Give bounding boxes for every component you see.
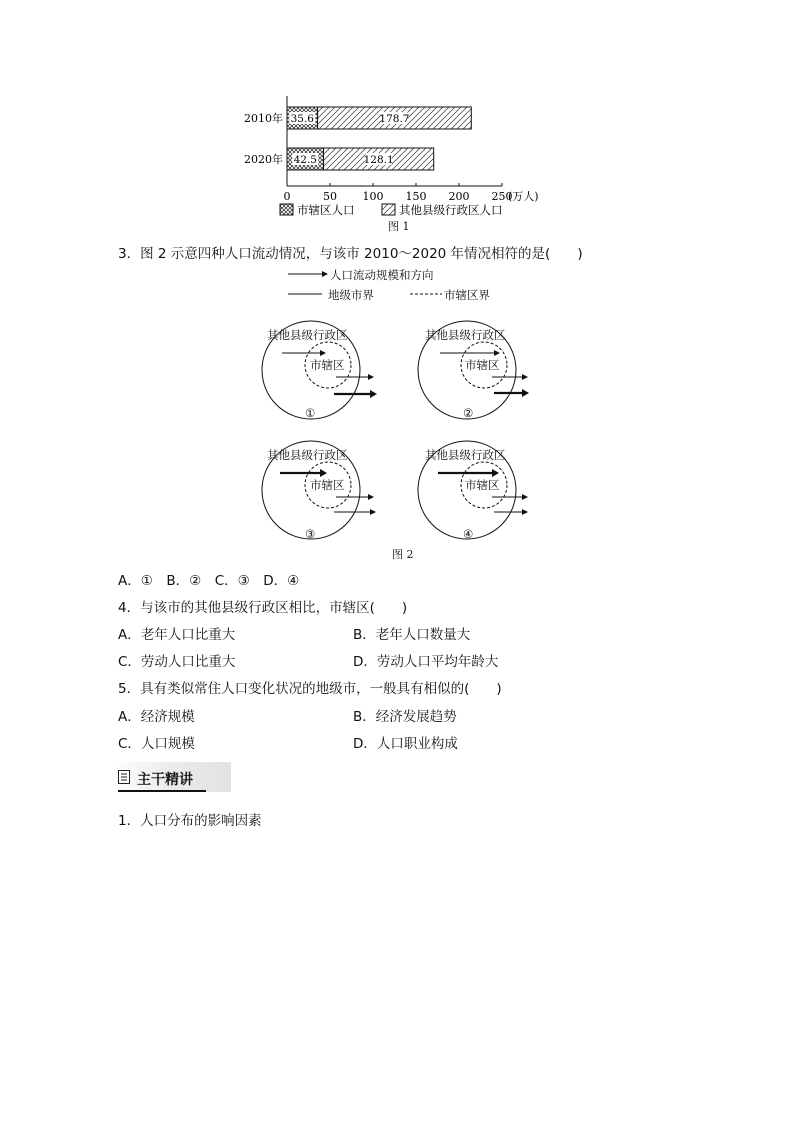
- x-axis-unit: (万人): [508, 190, 539, 203]
- legend-swatch: [280, 204, 293, 215]
- q4-option-d: D．劳动人口平均年龄大: [353, 654, 499, 670]
- legend-arrow-head: [322, 271, 328, 277]
- q4-stem: 4．与该市的其他县级行政区相比，市辖区( ): [118, 600, 408, 616]
- legend-swatch: [382, 204, 395, 215]
- x-tick-label: 250: [491, 190, 513, 203]
- panel-4-outer-label: 其他县级行政区: [425, 448, 506, 462]
- x-tick-label: 50: [323, 190, 337, 203]
- legend-label: 其他县级行政区人口: [399, 203, 503, 217]
- panel-3-inner-label: 市辖区: [310, 478, 345, 492]
- data-label: 42.5: [293, 154, 317, 166]
- panel-2-outer-label: 其他县级行政区: [425, 328, 506, 342]
- q3-options: A．① B．② C．③ D．④: [118, 573, 300, 589]
- q5-option-c: C．人口规模: [118, 736, 195, 752]
- q4-option-a: A．老年人口比重大: [118, 627, 236, 643]
- legend-dashed-label: 市辖区界: [444, 288, 490, 302]
- q4-option-c: C．劳动人口比重大: [118, 654, 236, 670]
- section-item-1: 1．人口分布的影响因素: [118, 813, 262, 829]
- x-tick-label: 150: [405, 190, 427, 203]
- q5-option-b: B．经济发展趋势: [353, 709, 457, 725]
- document-icon: [118, 770, 131, 785]
- data-label: 128.1: [363, 154, 394, 166]
- figure2-caption: 图 2: [392, 548, 414, 561]
- panel-4-inner-label: 市辖区: [465, 478, 500, 492]
- panel-1-number: ①: [305, 406, 316, 420]
- panel-1-inner-label: 市辖区: [310, 358, 345, 372]
- section-underline: [118, 790, 206, 792]
- panel-2-inner-label: 市辖区: [465, 358, 500, 372]
- q5-stem: 5．具有类似常住人口变化状况的地级市，一般具有相似的( ): [118, 681, 502, 697]
- data-label: 35.6: [290, 113, 315, 125]
- section-title: 主干精讲: [137, 772, 193, 788]
- data-label: 178.7: [379, 113, 410, 125]
- panel-2-number: ②: [463, 406, 474, 420]
- panel-3-number: ③: [305, 527, 316, 541]
- q5-option-a: A．经济规模: [118, 709, 195, 725]
- figure1-chart: [230, 92, 560, 228]
- q5-option-d: D．人口职业构成: [353, 736, 458, 752]
- q3-stem: 3．图 2 示意四种人口流动情况，与该市 2010～2020 年情况相符的是( ): [118, 246, 583, 262]
- category-label: 2020年: [244, 153, 283, 166]
- panel-4-number: ④: [463, 527, 474, 541]
- category-label: 2010年: [244, 112, 283, 125]
- legend-solid-label: 地级市界: [328, 288, 374, 302]
- figure1-caption: 图 1: [388, 220, 410, 233]
- panel-1-outer-label: 其他县级行政区: [267, 328, 348, 342]
- panel-3-outer-label: 其他县级行政区: [267, 448, 348, 462]
- q4-option-b: B．老年人口数量大: [353, 627, 471, 643]
- x-tick-label: 200: [448, 190, 470, 203]
- x-tick-label: 100: [362, 190, 384, 203]
- x-tick-label: 0: [283, 190, 291, 203]
- legend-arrow-label: 人口流动规模和方向: [330, 268, 434, 282]
- legend-label: 市辖区人口: [297, 203, 355, 217]
